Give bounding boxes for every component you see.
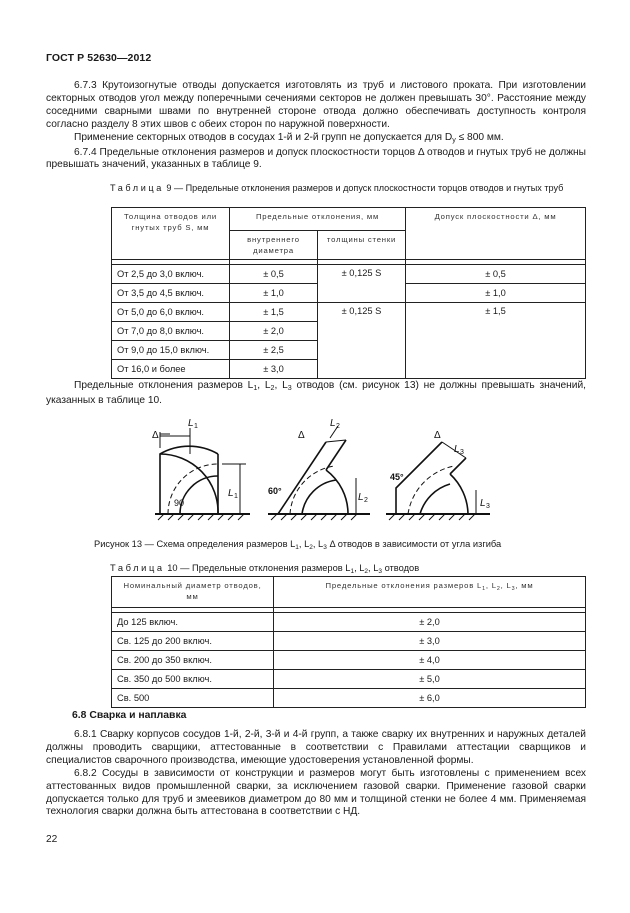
paragraph-6-7-3-note-text: Применение секторных отводов в сосудах 1-й и 2-й групп не допускается для D: [74, 131, 453, 143]
table-10-caption-part: , L: [354, 563, 365, 573]
subscript-3: 3: [287, 384, 292, 392]
section-6-8-title: 6.8 Сварка и наплавка: [72, 710, 187, 721]
table-10-cell-diameter: Св. 500: [112, 689, 274, 708]
fig-label-l3-side-index: 3: [486, 503, 490, 510]
fig-label-l1-side-index: 1: [234, 493, 238, 500]
paragraph-l-part: , L: [257, 380, 271, 391]
table-9-cell-flatness: ± 1,0: [406, 284, 586, 303]
fig-label-angle-45: 45°: [390, 472, 404, 482]
fig-label-l1: L: [188, 418, 194, 429]
table-10-cell-diameter: До 125 включ.: [112, 613, 274, 632]
table-9-caption: [110, 182, 585, 194]
paragraph-l-part: отводов (см. рисунок 13) не должны превышать значений, указанных в таблице 10.: [46, 380, 587, 406]
table-9-header-thickness: Толщина отводов или гнутых труб S, мм: [112, 208, 230, 260]
table-9-cell-thickness: От 3,5 до 4,5 включ.: [112, 284, 230, 303]
table-9-cell-thickness: От 9,0 до 15,0 включ.: [112, 341, 230, 360]
paragraph-6-7-3: 6.7.3 Крутоизогнутые отводы допускается изготовлять из труб и листового проката. При изготовлении секторных отводов угол между поперечными сечениями секторов не должен превышать 30°. Расстояние между соседними сварными швами по внутренней стороне отвода должно обеспечивать доступность контроля согласно разделу 8 этих швов с обеих сторон по наружной поверхности.: [46, 80, 586, 130]
paragraph-l-part: , L: [274, 380, 288, 391]
table-9-cell-wall: ± 0,125 S: [318, 303, 406, 379]
subscript-3: 3: [511, 586, 516, 592]
elbow-90: [155, 428, 250, 520]
table-9-cell-diameter: ± 3,0: [230, 360, 318, 379]
table-10-cell-value: ± 3,0: [274, 632, 586, 651]
fig-label-delta: Δ: [152, 430, 159, 441]
table-9-cell-thickness: От 7,0 до 8,0 включ.: [112, 322, 230, 341]
table-row: [112, 689, 586, 708]
paragraph-6-7-3-note-end: ≤ 800 мм.: [455, 131, 504, 143]
table-10-header-part: , L: [500, 581, 512, 590]
table-9-header-wall: толщины стенки: [318, 231, 406, 260]
table-10-cell-value: ± 2,0: [274, 613, 586, 632]
table-10-cell-value: ± 5,0: [274, 670, 586, 689]
table-row: [112, 265, 586, 284]
table-9-cell-diameter: ± 2,5: [230, 341, 318, 360]
fig-label-l1-side: L: [228, 488, 234, 499]
fig-label-l3-side: L: [480, 498, 486, 509]
table-9-cell-diameter: ± 0,5: [230, 265, 318, 284]
table-10-header-part: Предельные отклонения размеров L: [325, 581, 483, 590]
table-10-caption-part: отводов: [382, 563, 420, 573]
subscript-1: 1: [253, 384, 258, 392]
figure-13-caption-part: , L: [298, 539, 310, 549]
table-9-cell-diameter: ± 2,0: [230, 322, 318, 341]
fig-label-delta-45: Δ: [434, 430, 441, 441]
page-number: 22: [46, 834, 58, 845]
fig-label-l2-side: L: [358, 492, 364, 503]
figure-13-labels: [152, 418, 490, 510]
table-9-cell-wall: ± 0,125 S: [318, 265, 406, 303]
paragraph-6-8-2: 6.8.2 Сосуды в зависимости от конструкции и размеров могут быть изготовлены с применением всех аттестованных видов промышленной сварки, за исключением газовой сварки. Применение газовой сварки допускается только для труб и змеевиков диаметром до 80 мм и толщиной стенки не более 4 мм. Применяемая технология сварки должна быть аттестована в соответствии с НД.: [46, 767, 586, 818]
table-9-cell-thickness: От 5,0 до 6,0 включ.: [112, 303, 230, 322]
fig-label-l3-index: 3: [460, 449, 464, 456]
fig-label-l1-index: 1: [194, 423, 198, 430]
table-10-cell-diameter: Св. 125 до 200 включ.: [112, 632, 274, 651]
subscript-1: 1: [482, 586, 486, 592]
table-10-cell-value: ± 4,0: [274, 651, 586, 670]
figure-13-caption-part: Δ отводов в зависимости от угла изгиба: [326, 539, 502, 549]
table-9: [111, 207, 586, 379]
paragraph-6-7-3-note: [46, 132, 586, 147]
document-header: ГОСТ Р 52630—2012: [46, 52, 152, 64]
table-9-cell-thickness: От 16,0 и более: [112, 360, 230, 379]
table-9-caption-text: 9 — Предельные отклонения размеров и допуск плоскостности торцов отводов и гнутых труб: [166, 183, 564, 193]
fig-label-l2-side-index: 2: [364, 497, 368, 504]
clause-6-7: [46, 80, 586, 172]
table-row: [112, 651, 586, 670]
table-9-header-deviations: Предельные отклонения, мм: [230, 208, 406, 231]
paragraph-l-text: [46, 380, 586, 408]
table-9-cell-thickness: От 2,5 до 3,0 включ.: [112, 265, 230, 284]
paragraph-6-7-4: 6.7.4 Предельные отклонения размеров и допуск плоскостности торцов Δ отводов и гнутых труб не должны превышать значений, указанных в таблице 9.: [46, 146, 586, 171]
section-6-8-body: [46, 729, 586, 819]
paragraph-l-tolerances: [46, 380, 586, 408]
table-row: [112, 613, 586, 632]
paragraph-6-8-1: 6.8.1 Сварку корпусов сосудов 1-й, 2-й, 3-й и 4-й групп, а также сварку их внутренних и наружных деталей должны проводить сварщики, аттестованные в соответствии с Правилами аттестации сварщиков и специалистов сварочного производства, имеющие удостоверения установленной формы.: [46, 729, 586, 766]
table-row: [112, 632, 586, 651]
subscript-y: у: [452, 135, 456, 144]
table-9-cell-flatness: ± 1,5: [406, 303, 586, 379]
table-10-cell-diameter: Св. 350 до 500 включ.: [112, 670, 274, 689]
figure-13-caption-part: , L: [312, 539, 324, 549]
table-row: [112, 670, 586, 689]
subscript-3: 3: [323, 544, 327, 551]
fig-label-l2: L: [330, 418, 336, 429]
subscript-2: 2: [309, 544, 313, 551]
fig-label-l3: L: [454, 444, 460, 455]
subscript-2: 2: [270, 384, 275, 392]
paragraph-l-part: Предельные отклонения размеров L: [74, 380, 254, 391]
table-9-cell-diameter: ± 1,5: [230, 303, 318, 322]
table-9-cell-diameter: ± 1,0: [230, 284, 318, 303]
table-10-header-diameter: Номинальный диаметр отводов, мм: [112, 577, 274, 608]
figure-13-caption: [94, 538, 501, 554]
table-row: [112, 303, 586, 322]
subscript-3: 3: [378, 568, 382, 575]
subscript-1: 1: [350, 568, 355, 575]
subscript-1: 1: [295, 544, 299, 551]
elbow-60: [268, 426, 370, 520]
table-10-header-part: , мм: [515, 581, 534, 590]
fig-label-l2-index: 2: [336, 423, 340, 430]
table-10-caption-part: 10 — Предельные отклонения размеров L: [167, 563, 351, 573]
table-9-header-flatness: Допуск плоскостности Δ, мм: [406, 208, 586, 260]
table-9-caption-word: Таблица: [110, 183, 164, 193]
subscript-2: 2: [496, 586, 501, 592]
table-10-cell-diameter: Св. 200 до 350 включ.: [112, 651, 274, 670]
fig-label-angle-60: 60°: [268, 486, 282, 496]
subscript-2: 2: [364, 568, 369, 575]
table-10-cell-value: ± 6,0: [274, 689, 586, 708]
fig-label-delta-60: Δ: [298, 430, 305, 441]
table-9-cell-flatness: ± 0,5: [406, 265, 586, 284]
table-9-header-inner: внутреннего диаметра: [230, 231, 318, 260]
table-10-header-deviation: [274, 577, 586, 608]
figure-13-drawing: [150, 418, 510, 530]
table-10-caption-word: Таблица: [110, 563, 165, 573]
table-10: [111, 576, 586, 708]
fig-label-angle-90: 90: [174, 498, 185, 508]
table-10-caption-part: , L: [368, 563, 379, 573]
table-10-header-part: , L: [485, 581, 497, 590]
figure-13-caption-part: Рисунок 13 — Схема определения размеров L: [94, 539, 296, 549]
